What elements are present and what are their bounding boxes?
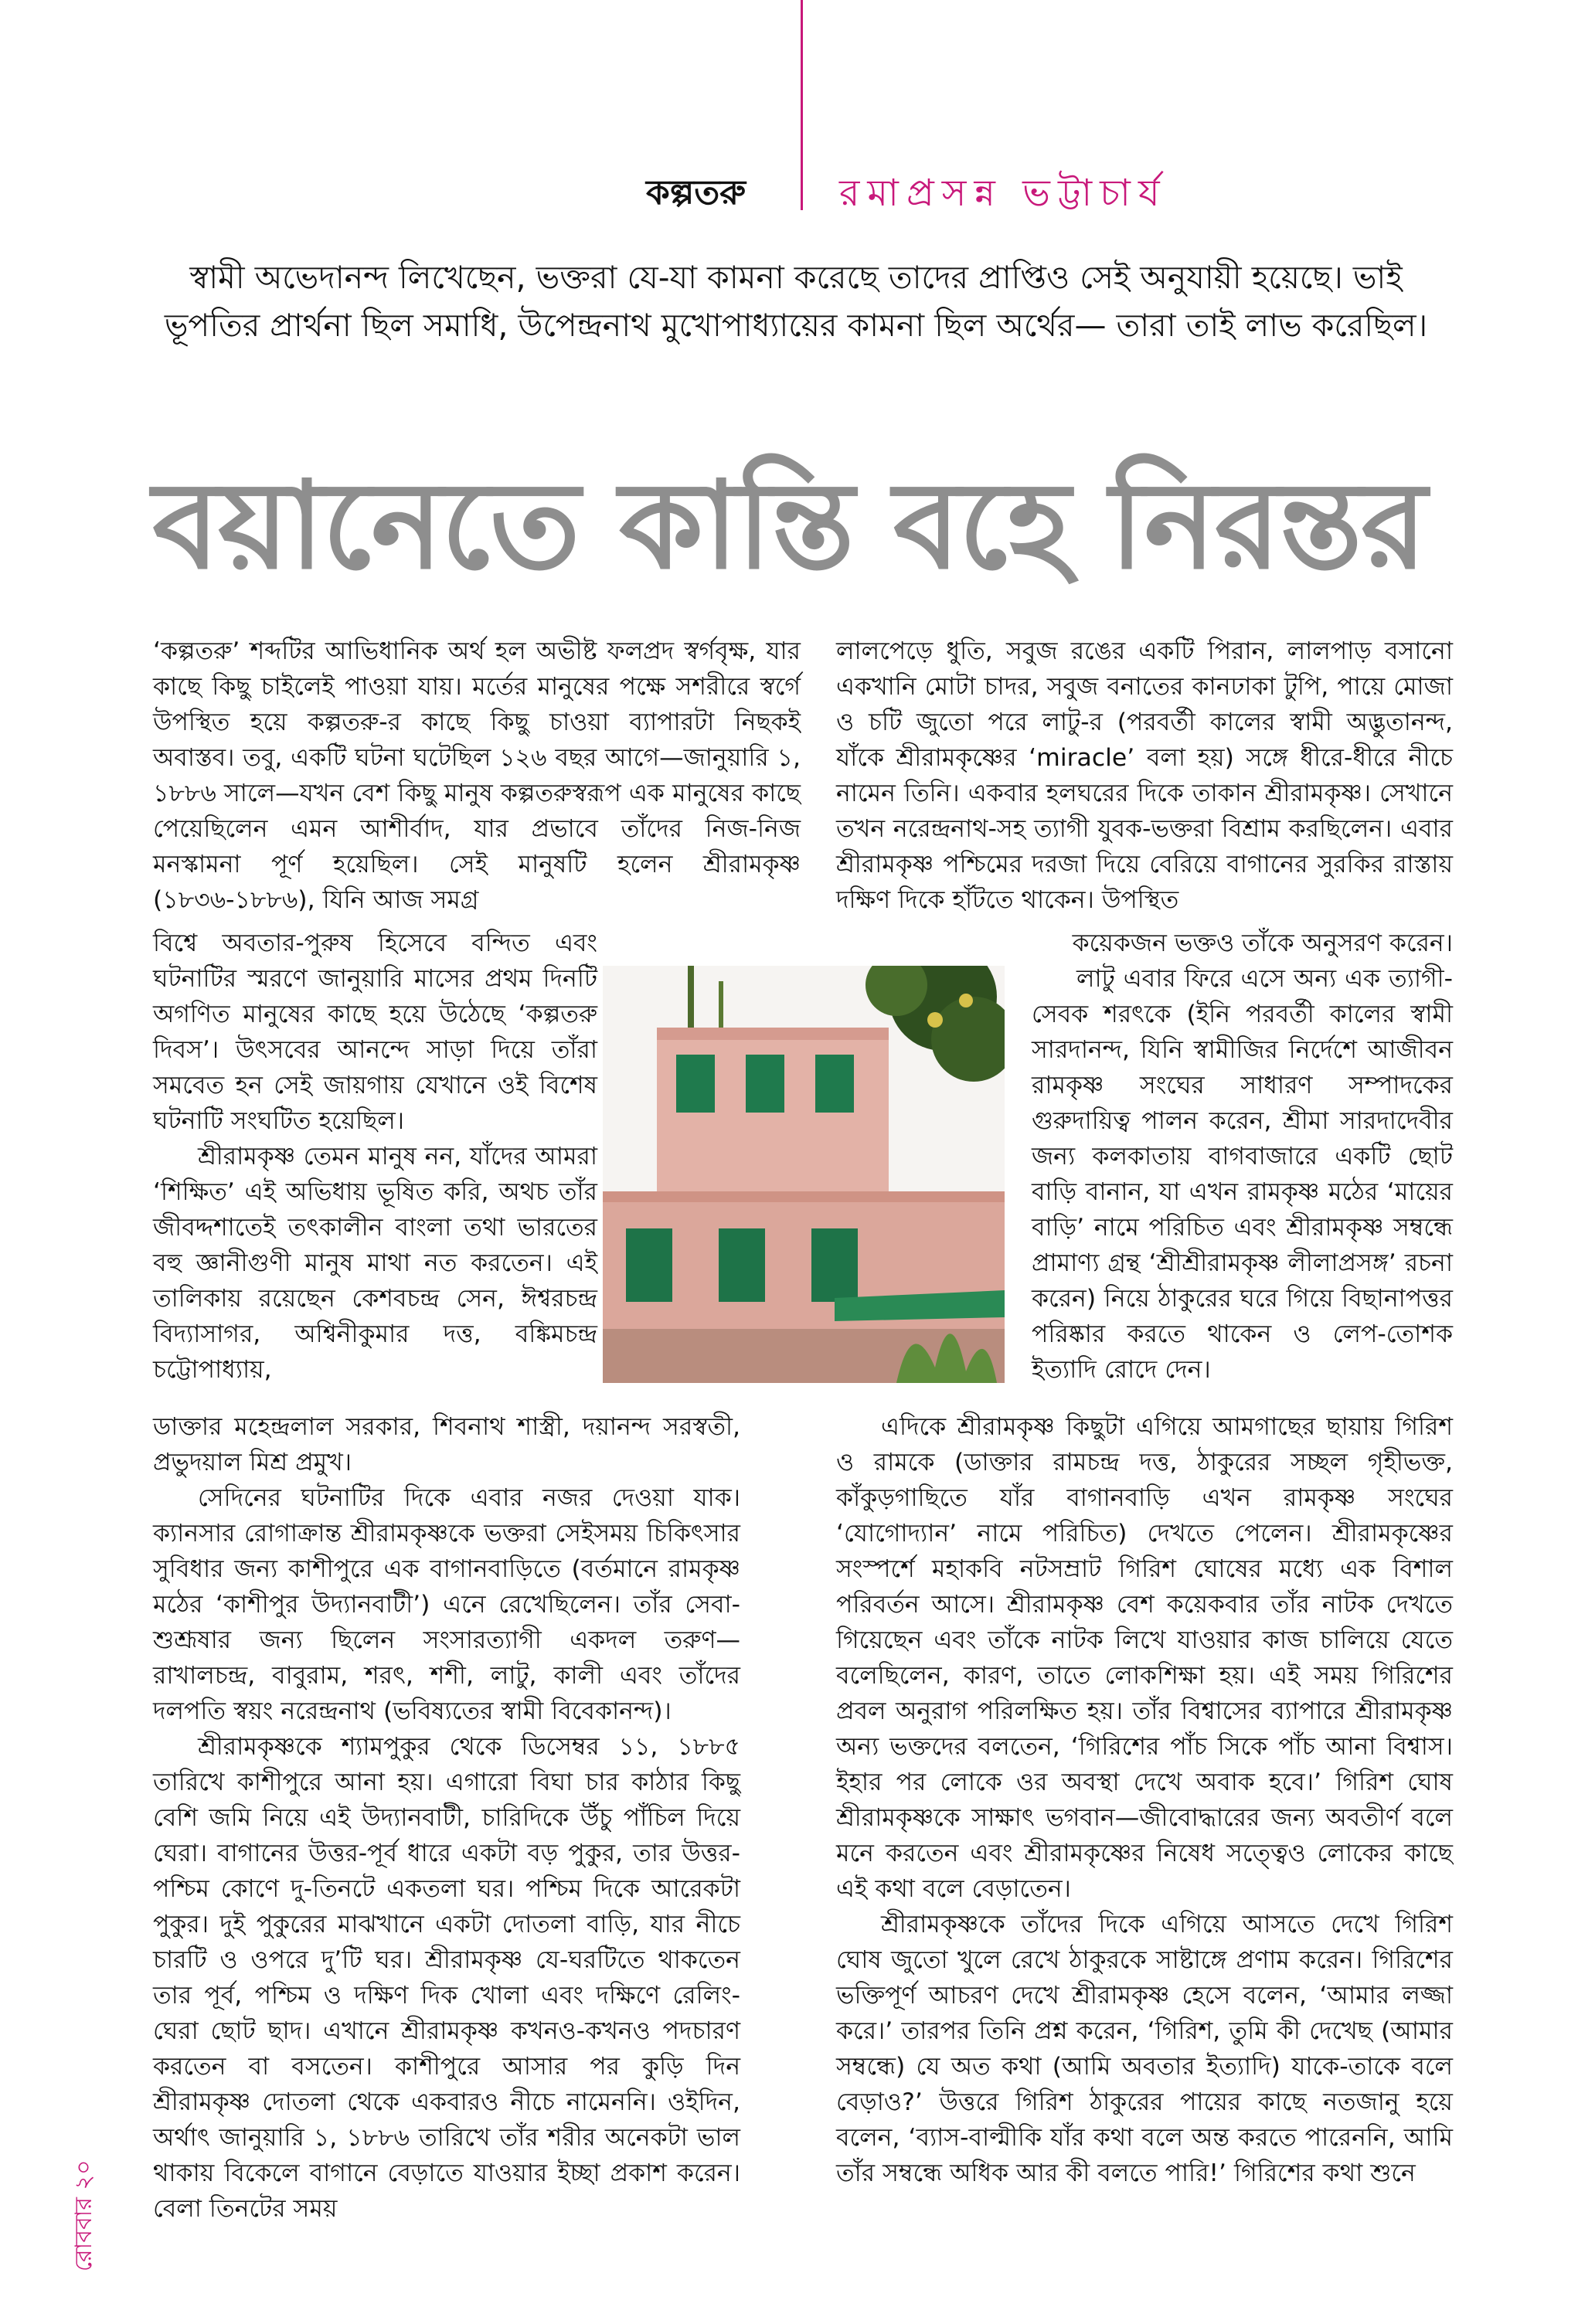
page-footer: রোববার ২০ xyxy=(70,2159,97,2271)
paragraph: সেদিনের ঘটনাটির দিকে এবার নজর দেওয়া যাক। ক্যানসার রোগাক্রান্ত শ্রীরামকৃষ্ণকে ভক্তরা সেইসময় চিকিৎসার সুবিধার জন্য কাশীপুরে এক বাগানবাড়িতে (বর্তমানে রামকৃষ্ণ মঠের ‘কাশীপুর উদ্যানবাটী’) এনে রেখেছিলেন। তাঁর সেবা-শুশ্রূষার জন্য ছিলেন সংসারত্যাগী একদল তরুণ—রাখালচন্দ্র, বাবুরাম, শরৎ, শশী, লাটু, কালী এবং তাঁদের দলপতি স্বয়ং নরেন্দ্রনাথ (ভবিষ্যতের স্বামী বিবেকানন্দ)। xyxy=(153,1484,740,1725)
paragraph: কয়েকজন ভক্তও তাঁকে অনুসরণ করেন। xyxy=(1072,929,1453,957)
article-column-right-top xyxy=(836,634,1453,918)
article-headline: বয়ানেতে কান্তি বহে নিরন্তর xyxy=(152,455,1426,596)
header-divider xyxy=(801,0,803,210)
article-column-left-bottom xyxy=(153,1409,740,2227)
paragraph: বিশ্বে অবতার-পুরুষ হিসেবে বন্দিত এবং ঘটনাটির স্মরণে জানুয়ারি মাসের প্রথম দিনটি অগণিত মানুষের কাছে হয়ে উঠেছে ‘কল্পতরু দিবস’। উৎসবের আনন্দে সাড়া দিয়ে তাঁরা সমবেত হন সেই জায়গায় যেখানে ওই বিশেষ ঘটনাটি সংঘটিত হয়েছিল। xyxy=(153,929,597,1135)
paragraph: লাটু এবার ফিরে এসে অন্য এক ত্যাগী-সেবক শরৎকে (ইনি পরবর্তী কালের স্বামী সারদানন্দ, যিনি স্বামীজির নির্দেশে আজীবন রামকৃষ্ণ সংঘের সাধারণ সম্পাদকের গুরুদায়িত্ব পালন করেন, শ্রীমা সারদাদেবীর জন্য কলকাতায় বাগবাজারে একটি ছোট বাড়ি বানান, যা এখন রামকৃষ্ণ মঠের ‘মায়ের বাড়ি’ নামে পরিচিত এবং শ্রীরামকৃষ্ণ সম্বন্ধে প্রামাণ্য গ্রন্থ ‘শ্রীশ্রীরামকৃষ্ণ লীলাপ্রসঙ্গ’ রচনা করেন) নিয়ে ঠাকুরের ঘরে গিয়ে বিছানাপত্তর পরিষ্কার করতে থাকেন ও লেপ-তোশক ইত্যাদি রোদে দেন। xyxy=(1032,965,1453,1384)
building-photo xyxy=(603,966,1005,1383)
paragraph: শ্রীরামকৃষ্ণ তেমন মানুষ নন, যাঁদের আমরা ‘শিক্ষিত’ এই অভিধায় ভূষিত করি, অথচ তাঁর জীবদ্দশাতেই তৎকালীন বাংলা তথা ভারতের বহু জ্ঞানীগুণী মানুষ মাথা নত করতেন। এই তালিকায় রয়েছেন কেশবচন্দ্র সেন, ঈশ্বরচন্দ্র বিদ্যাসাগর, অশ্বিনীকুমার দত্ত, বঙ্কিমচন্দ্র চট্টোপাধ্যায়, xyxy=(153,1143,597,1384)
paragraph: লালপেড়ে ধুতি, সবুজ রঙের একটি পিরান, লালপাড় বসানো একখানি মোটা চাদর, সবুজ বনাতের কানঢাকা টুপি, পায়ে মোজা ও চটি জুতো পরে লাটু-র (পরবর্তী কালের স্বামী অদ্ভুতানন্দ, যাঁকে শ্রীরামকৃষ্ণের ‘miracle’ বলা হয়) সঙ্গে ধীরে-ধীরে নীচে নামেন তিনি। একবার হলঘরের দিকে তাকান শ্রীরামকৃষ্ণ। সেখানে তখন নরেন্দ্রনাথ-সহ ত্যাগী যুবক-ভক্তরা বিশ্রাম করছিলেন। এবার শ্রীরামকৃষ্ণ পশ্চিমের দরজা দিয়ে বেরিয়ে বাগানের সুরকির রাস্তায় দক্ষিণ দিকে হাঁটতে থাকেন। উপস্থিত xyxy=(836,637,1453,914)
paragraph: ডাক্তার মহেন্দ্রলাল সরকার, শিবনাথ শাস্ত্রী, দয়ানন্দ সরস্বতী, প্রভুদয়াল মিশ্র প্রমুখ। xyxy=(153,1413,740,1476)
paragraph: শ্রীরামকৃষ্ণকে তাঁদের দিকে এগিয়ে আসতে দেখে গিরিশ ঘোষ জুতো খুলে রেখে ঠাকুরকে সাষ্টাঙ্গে প্রণাম করেন। গিরিশের ভক্তিপূর্ণ আচরণ দেখে শ্রীরামকৃষ্ণ হেসে বলেন, ‘আমার লজ্জা করে।’ তারপর তিনি প্রশ্ন করেন, ‘গিরিশ, তুমি কী দেখেছ (আমার সম্বন্ধে) যে অত কথা (আমি অবতার ইত্যাদি) যাকে-তাকে বলে বেড়াও?’ উত্তরে গিরিশ ঠাকুরের পায়ের কাছে নতজানু হয়ে বলেন, ‘ব্যাস-বাল্মীকি যাঁর কথা বলে অন্ত করতে পারেননি, আমি তাঁর সম্বন্ধে অধিক আর কী বলতে পারি!’ গিরিশের কথা শুনে xyxy=(836,1911,1453,2187)
section-category: কল্পতরু xyxy=(646,173,746,212)
paragraph: শ্রীরামকৃষ্ণকে শ্যামপুকুর থেকে ডিসেম্বর ১১, ১৮৮৫ তারিখে কাশীপুরে আনা হয়। এগারো বিঘা চার কাঠার কিছু বেশি জমি নিয়ে এই উদ্যানবাটী, চারিদিকে উঁচু পাঁচিল দিয়ে ঘেরা। বাগানের উত্তর-পূর্ব ধারে একটা বড় পুকুর, তার উত্তর-পশ্চিম কোণে দু-তিনটে একতলা ঘর। পশ্চিম দিকে আরেকটা পুকুর। দুই পুকুরের মাঝখানে একটা দোতলা বাড়ি, যার নীচে চারটি ও ওপরে দু’টি ঘর। শ্রীরামকৃষ্ণ যে-ঘরটিতে থাকতেন তার পূর্ব, পশ্চিম ও দক্ষিণ দিক খোলা এবং দক্ষিণে রেলিং-ঘেরা ছোট ছাদ। এখানে শ্রীরামকৃষ্ণ কখনও-কখনও পদচারণ করতেন বা বসতেন। কাশীপুরে আসার পর কুড়ি দিন শ্রীরামকৃষ্ণ দোতলা থেকে একবারও নীচে নামেননি। ওইদিন, অর্থাৎ জানুয়ারি ১, ১৮৮৬ তারিখে তাঁর শরীর অনেকটা ভাল থাকায় বিকেলে বাগানে বেড়াতে যাওয়ার ইচ্ছা প্রকাশ করেন। বেলা তিনটের সময় xyxy=(153,1733,740,2223)
paragraph: ‘কল্পতরু’ শব্দটির আভিধানিক অর্থ হল অভীষ্ট ফলপ্রদ স্বর্গবৃক্ষ, যার কাছে কিছু চাইলেই পাওয়া যায়। মর্তের মানুষের পক্ষে সশরীরে স্বর্গে উপস্থিত হয়ে কল্পতরু-র কাছে কিছু চাওয়া ব্যাপারটা নিছকই অবাস্তব। তবু, একটি ঘটনা ঘটেছিল ১২৬ বছর আগে—জানুয়ারি ১, ১৮৮৬ সালে—যখন বেশ কিছু মানুষ কল্পতরুস্বরূপ এক মানুষের কাছে পেয়েছিলেন এমন আশীর্বাদ, যার প্রভাবে তাঁদের নিজ-নিজ মনস্কামনা পূর্ণ হয়েছিল। সেই মানুষটি হলেন শ্রীরামকৃষ্ণ (১৮৩৬-১৮৮৬), যিনি আজ সমগ্র xyxy=(153,637,801,914)
article-column-right-bottom xyxy=(836,1409,1453,2191)
author-name: রমাপ্রসন্ন ভট্টাচার্য xyxy=(839,172,1168,215)
article-column-left-top xyxy=(153,634,801,918)
intro-standfirst: স্বামী অভেদানন্দ লিখেছেন, ভক্তরা যে-যা কামনা করেছে তাদের প্রাপ্তিও সেই অনুযায়ী হয়েছে। ভাই ভূপতির প্রার্থনা ছিল সমাধি, উপেন্দ্রনাথ মুখোপাধ্যায়ের কামনা ছিল অর্থের— তারা তাই লাভ করেছিল। xyxy=(164,259,1428,344)
article-column-left-narrow xyxy=(153,926,597,1388)
paragraph: এদিকে শ্রীরামকৃষ্ণ কিছুটা এগিয়ে আমগাছের ছায়ায় গিরিশ ও রামকে (ডাক্তার রামচন্দ্র দত্ত, ঠাকুরের সচ্ছল গৃহীভক্ত, কাঁকুড়গাছিতে যাঁর বাগানবাড়ি এখন রামকৃষ্ণ সংঘের ‘যোগোদ্যান’ নামে পরিচিত) দেখতে পেলেন। শ্রীরামকৃষ্ণের সংস্পর্শে মহাকবি নটসম্রাট গিরিশ ঘোষের মধ্যে এক বিশাল পরিবর্তন আসে। শ্রীরামকৃষ্ণ বেশ কয়েকবার তাঁর নাটক দেখতে গিয়েছেন এবং তাঁকে নাটক লিখে যাওয়ার কাজ চালিয়ে যেতে বলেছিলেন, কারণ, তাতে লোকশিক্ষা হয়। এই সময় গিরিশের প্রবল অনুরাগ পরিলক্ষিত হয়। তাঁর বিশ্বাসের ব্যাপারে শ্রীরামকৃষ্ণ অন্য ভক্তদের বলতেন, ‘গিরিশের পাঁচ সিকে পাঁচ আনা বিশ্বাস। ইহার পর লোকে ওর অবস্থা দেখে অবাক হবে।’ গিরিশ ঘোষ শ্রীরামকৃষ্ণকে সাক্ষাৎ ভগবান—জীবোদ্ধারের জন্য অবতীর্ণ বলে মনে করতেন এবং শ্রীরামকৃষ্ণের নিষেধ সত্ত্বেও লোকের কাছে এই কথা বলে বেড়াতেন। xyxy=(836,1413,1453,1903)
article-column-right-narrow xyxy=(1032,926,1453,1388)
